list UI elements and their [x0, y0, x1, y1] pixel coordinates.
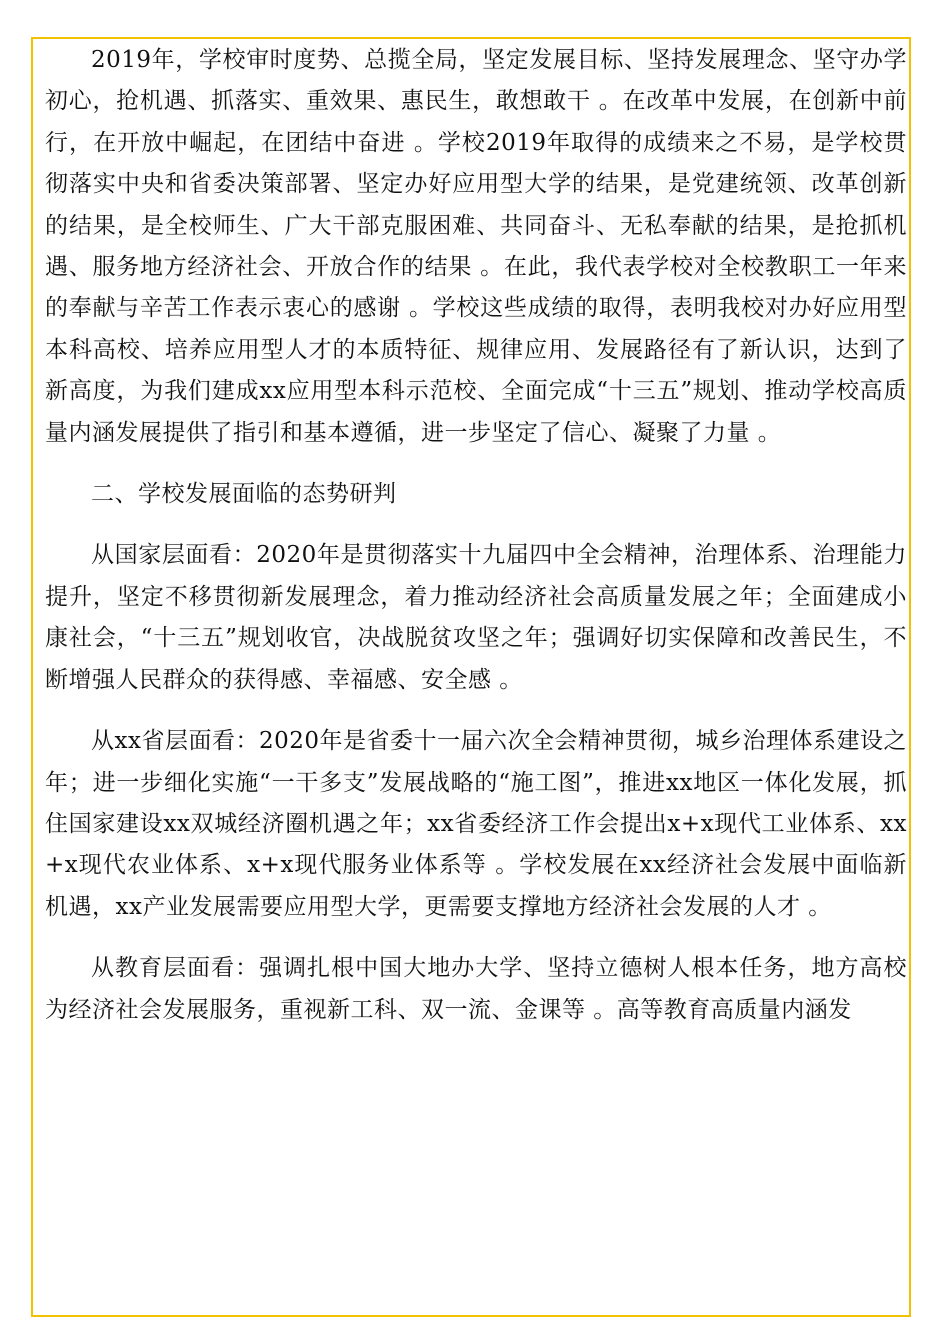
paragraph-achievements: 2019年，学校审时度势、总揽全局，坚定发展目标、坚持发展理念、坚守办学初心，抢机遇、抓落实、重效果、惠民生，敢想敢干 。在改革中发展，在创新中前行，在开放中崛起，在团结中奋进 。学校2019年取得的成绩来之不易，是学校贯彻落实中央和省委决策部署、坚定办好应用型大学的结果，是党建统领、改革创新的结果，是全校师生、广大干部克服困难、共同奋斗、无私奉献的结果，是抢抓机遇、服务地方经济社会、开放合作的结果 。在此，我代表学校对全校教职工一年来的奉献与辛苦工作表示衷心的感谢 。学校这些成绩的取得，表明我校对办好应用型本科高校、培养应用型人才的本质特征、规律应用、发展路径有了新认识，达到了新高度，为我们建成xx应用型本科示范校、全面完成“十三五”规划、推动学校高质量内涵发展提供了指引和基本遵循，进一步坚定了信心、凝聚了力量 。	[45, 47, 907, 446]
section-heading: 二、学校发展面临的态势研判	[91, 481, 397, 508]
paragraph-education-level: 从教育层面看：强调扎根中国大地办大学、坚持立德树人根本任务，地方高校为经济社会发展服务，重视新工科、双一流、金课等 。高等教育高质量内涵发	[45, 955, 907, 1023]
paragraph-national-level: 从国家层面看：2020年是贯彻落实十九届四中全会精神，治理体系、治理能力提升，坚定不移贯彻新发展理念，着力推动经济社会高质量发展之年；全面建成小康社会，“十三五”规划收官，决战脱贫攻坚之年；强调好切实保障和改善民生，不断增强人民群众的获得感、幸福感、安全感 。	[45, 542, 907, 693]
paragraph-provincial-level: 从xx省层面看：2020年是省委十一届六次全会精神贯彻，城乡治理体系建设之年；进一步细化实施“一干多支”发展战略的“施工图”，推进xx地区一体化发展，抓住国家建设xx双城经济圈机遇之年；xx省委经济工作会提出x+x现代工业体系、xx+x现代农业体系、x+x现代服务业体系等 。学校发展在xx经济社会发展中面临新机遇，xx产业发展需要应用型大学，更需要支撑地方经济社会发展的人才 。	[45, 728, 907, 920]
document-body	[45, 40, 907, 1031]
